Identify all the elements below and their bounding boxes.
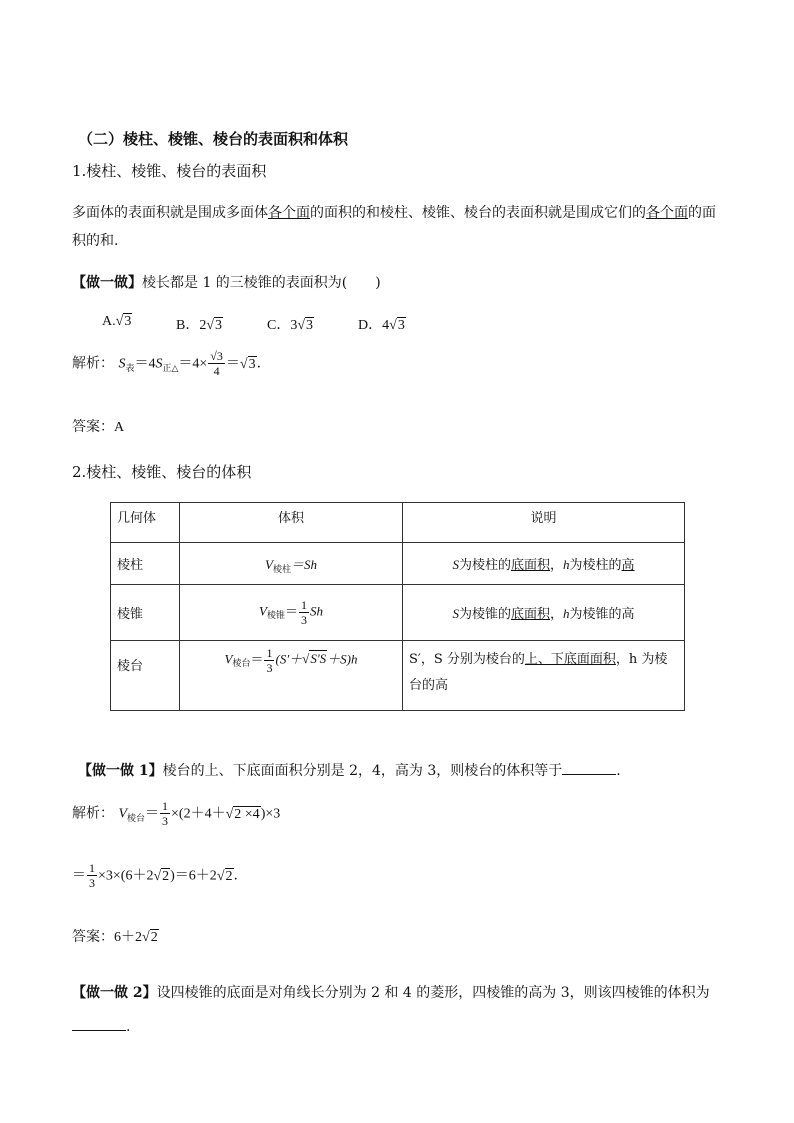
table-row bbox=[111, 641, 685, 711]
fraction-numerator: 1 bbox=[266, 646, 273, 660]
math-sub: 棱锥 bbox=[266, 610, 285, 621]
option-coef: 4 bbox=[382, 318, 390, 333]
sqrt-symbol: √2 bbox=[216, 868, 233, 884]
row-formula bbox=[180, 543, 403, 585]
fraction-denominator: 4 bbox=[213, 364, 220, 378]
math-text: ＝Sh bbox=[290, 557, 317, 572]
option-d bbox=[358, 314, 406, 334]
desc-underline: 底面积 bbox=[510, 558, 550, 573]
exercise-2 bbox=[78, 760, 621, 780]
math-text: ＝4× bbox=[178, 356, 208, 372]
radicand: 3 bbox=[215, 318, 223, 333]
fraction-numerator: √3 bbox=[210, 349, 223, 363]
math-var: S bbox=[118, 356, 126, 372]
option-coef: 3 bbox=[290, 318, 298, 333]
desc-text: 为棱锥的 bbox=[569, 607, 622, 622]
sqrt-symbol: √2 bbox=[153, 868, 170, 884]
radicand: S′S bbox=[310, 651, 327, 667]
desc-text: ，h 为棱 bbox=[615, 652, 668, 667]
radicand: 2 bbox=[162, 868, 170, 884]
desc-underline: 底面积 bbox=[510, 607, 550, 622]
fraction bbox=[160, 800, 170, 827]
answer-1 bbox=[72, 416, 124, 436]
math-sub: 棱台 bbox=[127, 813, 146, 824]
header-cell: 说明 bbox=[403, 503, 685, 543]
option-letter: C． bbox=[267, 318, 291, 333]
solution-2-line1 bbox=[72, 800, 280, 827]
fraction-denominator: 3 bbox=[300, 613, 307, 627]
math-text: ＝ bbox=[225, 356, 240, 372]
sqrt-symbol: √2 bbox=[142, 930, 158, 945]
math-var: V bbox=[265, 557, 273, 572]
math-text: ＝4 bbox=[134, 356, 156, 372]
desc-text: ， bbox=[549, 558, 563, 573]
para-text: 的面 bbox=[688, 205, 716, 221]
desc-text: 为棱柱的 bbox=[458, 558, 511, 573]
math-text: ＋S)h bbox=[327, 651, 358, 667]
math-sub: 正△ bbox=[162, 363, 179, 374]
radicand: 3 bbox=[306, 318, 314, 333]
exercise-text: . bbox=[126, 1019, 131, 1035]
radicand: 3 bbox=[248, 356, 256, 372]
sqrt-symbol: √2 ×4 bbox=[225, 806, 260, 822]
row-name: 棱柱 bbox=[111, 543, 180, 585]
volume-table bbox=[110, 502, 685, 711]
row-formula bbox=[180, 585, 403, 641]
solution-2-line2 bbox=[72, 862, 238, 889]
option-letter: B． bbox=[176, 318, 200, 333]
header-cell: 几何体 bbox=[111, 503, 180, 543]
row-desc bbox=[403, 641, 685, 711]
radicand: 2 bbox=[225, 868, 233, 884]
math-var: S bbox=[452, 606, 459, 621]
fraction-denominator: 3 bbox=[89, 876, 95, 890]
sqrt-symbol: √3 bbox=[297, 318, 314, 333]
option-b bbox=[176, 314, 223, 334]
math-text: ＝ bbox=[284, 603, 298, 619]
para-text: 多面体的表面积就是围成多面体 bbox=[72, 205, 268, 221]
fraction-numerator: 1 bbox=[162, 799, 169, 813]
radicand: 2 ×4 bbox=[234, 806, 260, 822]
math-text: )＝6＋2 bbox=[170, 868, 217, 884]
surface-area-paragraph-line2: 积的和. bbox=[72, 233, 119, 249]
sqrt-symbol: √3 bbox=[206, 318, 223, 333]
math-var: h bbox=[563, 606, 570, 621]
option-c bbox=[267, 314, 314, 334]
part2-heading: 2.棱柱、棱锥、棱台的体积 bbox=[72, 463, 252, 481]
option-coef: 2 bbox=[199, 318, 207, 333]
table-header-row bbox=[111, 503, 685, 543]
math-var: S bbox=[452, 557, 459, 572]
option-letter: A. bbox=[102, 314, 116, 329]
exercise-1 bbox=[72, 272, 381, 292]
table-row bbox=[111, 543, 685, 585]
sqrt-symbol: √3 bbox=[115, 314, 132, 329]
math-text: (S′＋ bbox=[275, 651, 303, 667]
fraction bbox=[264, 647, 274, 674]
answer-value: 6＋2 bbox=[114, 930, 142, 945]
sqrt-symbol: √S′S bbox=[302, 651, 327, 667]
answer-label: 答案： bbox=[72, 929, 114, 945]
solution-label: 解析： bbox=[72, 805, 114, 822]
math-text: ＝ bbox=[145, 806, 160, 822]
fraction bbox=[87, 862, 97, 889]
math-text: Sh bbox=[309, 603, 323, 619]
row-name: 棱锥 bbox=[111, 585, 180, 641]
option-a bbox=[102, 314, 132, 330]
para-underline: 各个面 bbox=[646, 205, 688, 221]
math-var: V bbox=[118, 806, 128, 822]
row-desc bbox=[403, 543, 685, 585]
radicand: 3 bbox=[397, 318, 405, 333]
fraction-numerator: 1 bbox=[89, 861, 95, 875]
section-title: （二）棱柱、棱锥、棱台的表面积和体积 bbox=[78, 130, 349, 148]
math-sub: 表 bbox=[125, 363, 135, 374]
row-formula bbox=[180, 641, 403, 711]
radicand: 2 bbox=[150, 930, 158, 945]
math-text: ×3×(6＋2 bbox=[98, 868, 154, 884]
desc-underline: 高 bbox=[621, 558, 635, 573]
row-desc bbox=[403, 585, 685, 641]
exercise-label: 【做一做 2】 bbox=[72, 985, 157, 1001]
math-text: ＝ bbox=[72, 868, 86, 884]
exercise-3 bbox=[72, 976, 732, 1044]
solution-1 bbox=[72, 350, 261, 377]
fraction-denominator: 3 bbox=[266, 661, 273, 675]
fraction bbox=[208, 350, 225, 377]
math-text: . bbox=[233, 867, 238, 884]
desc-text: 为棱锥的 bbox=[458, 607, 511, 622]
para-text: 的面积的和棱柱、棱锥、棱台的表面积就是围成它们的 bbox=[310, 205, 646, 221]
math-var: V bbox=[259, 603, 267, 619]
fraction bbox=[299, 599, 309, 626]
solution-label: 解析： bbox=[72, 355, 114, 372]
desc-text: S′，S 分别为棱台的 bbox=[409, 652, 525, 667]
math-var: h bbox=[563, 557, 570, 572]
answer-2 bbox=[72, 926, 159, 946]
part1-heading: 1.棱柱、棱锥、棱台的表面积 bbox=[72, 162, 267, 180]
math-text: . bbox=[256, 355, 262, 372]
exercise-text: 设四棱锥的底面是对角线长分别为 2 和 4 的菱形，四棱锥的高为 3，则该四棱锥的体积为 bbox=[156, 985, 710, 1001]
exercise-label: 【做一做 1】 bbox=[78, 763, 163, 779]
header-cell: 体积 bbox=[180, 503, 403, 543]
math-sub: 棱柱 bbox=[272, 564, 291, 574]
exercise-text: 棱台的上、下底面面积分别是 2，4，高为 3，则棱台的体积等于 bbox=[162, 763, 563, 779]
math-var: V bbox=[224, 651, 233, 667]
math-text: ×(2＋4＋ bbox=[171, 806, 226, 822]
desc-text: 高 bbox=[621, 607, 635, 622]
surface-area-paragraph-line1 bbox=[72, 202, 716, 222]
table-row bbox=[111, 585, 685, 641]
math-text: ＝ bbox=[250, 651, 264, 667]
desc-text: ， bbox=[549, 607, 563, 622]
answer-blank bbox=[562, 760, 616, 775]
answer-label: 答案： bbox=[72, 419, 114, 435]
fraction-denominator: 3 bbox=[162, 814, 169, 828]
exercise-text: 棱长都是 1 的三棱锥的表面积为( ) bbox=[142, 275, 381, 291]
answer-blank bbox=[72, 1016, 126, 1031]
row-name: 棱台 bbox=[111, 641, 180, 711]
desc-underline: 上、下底面面积 bbox=[524, 652, 616, 667]
sqrt-symbol: √3 bbox=[239, 356, 256, 372]
exercise-label: 【做一做】 bbox=[72, 275, 142, 291]
option-letter: D． bbox=[358, 318, 383, 333]
desc-text: 台的高 bbox=[409, 678, 449, 693]
math-sub: 棱台 bbox=[232, 658, 251, 669]
radicand: 3 bbox=[124, 314, 132, 329]
para-underline: 各个面 bbox=[268, 205, 310, 221]
exercise-text: . bbox=[616, 763, 621, 779]
math-text: )×3 bbox=[260, 806, 281, 822]
answer-value: A bbox=[114, 420, 125, 435]
math-var: S bbox=[155, 356, 163, 372]
fraction-numerator: 1 bbox=[300, 598, 307, 612]
desc-text: 为棱柱的 bbox=[569, 558, 622, 573]
sqrt-symbol: √3 bbox=[389, 318, 405, 333]
